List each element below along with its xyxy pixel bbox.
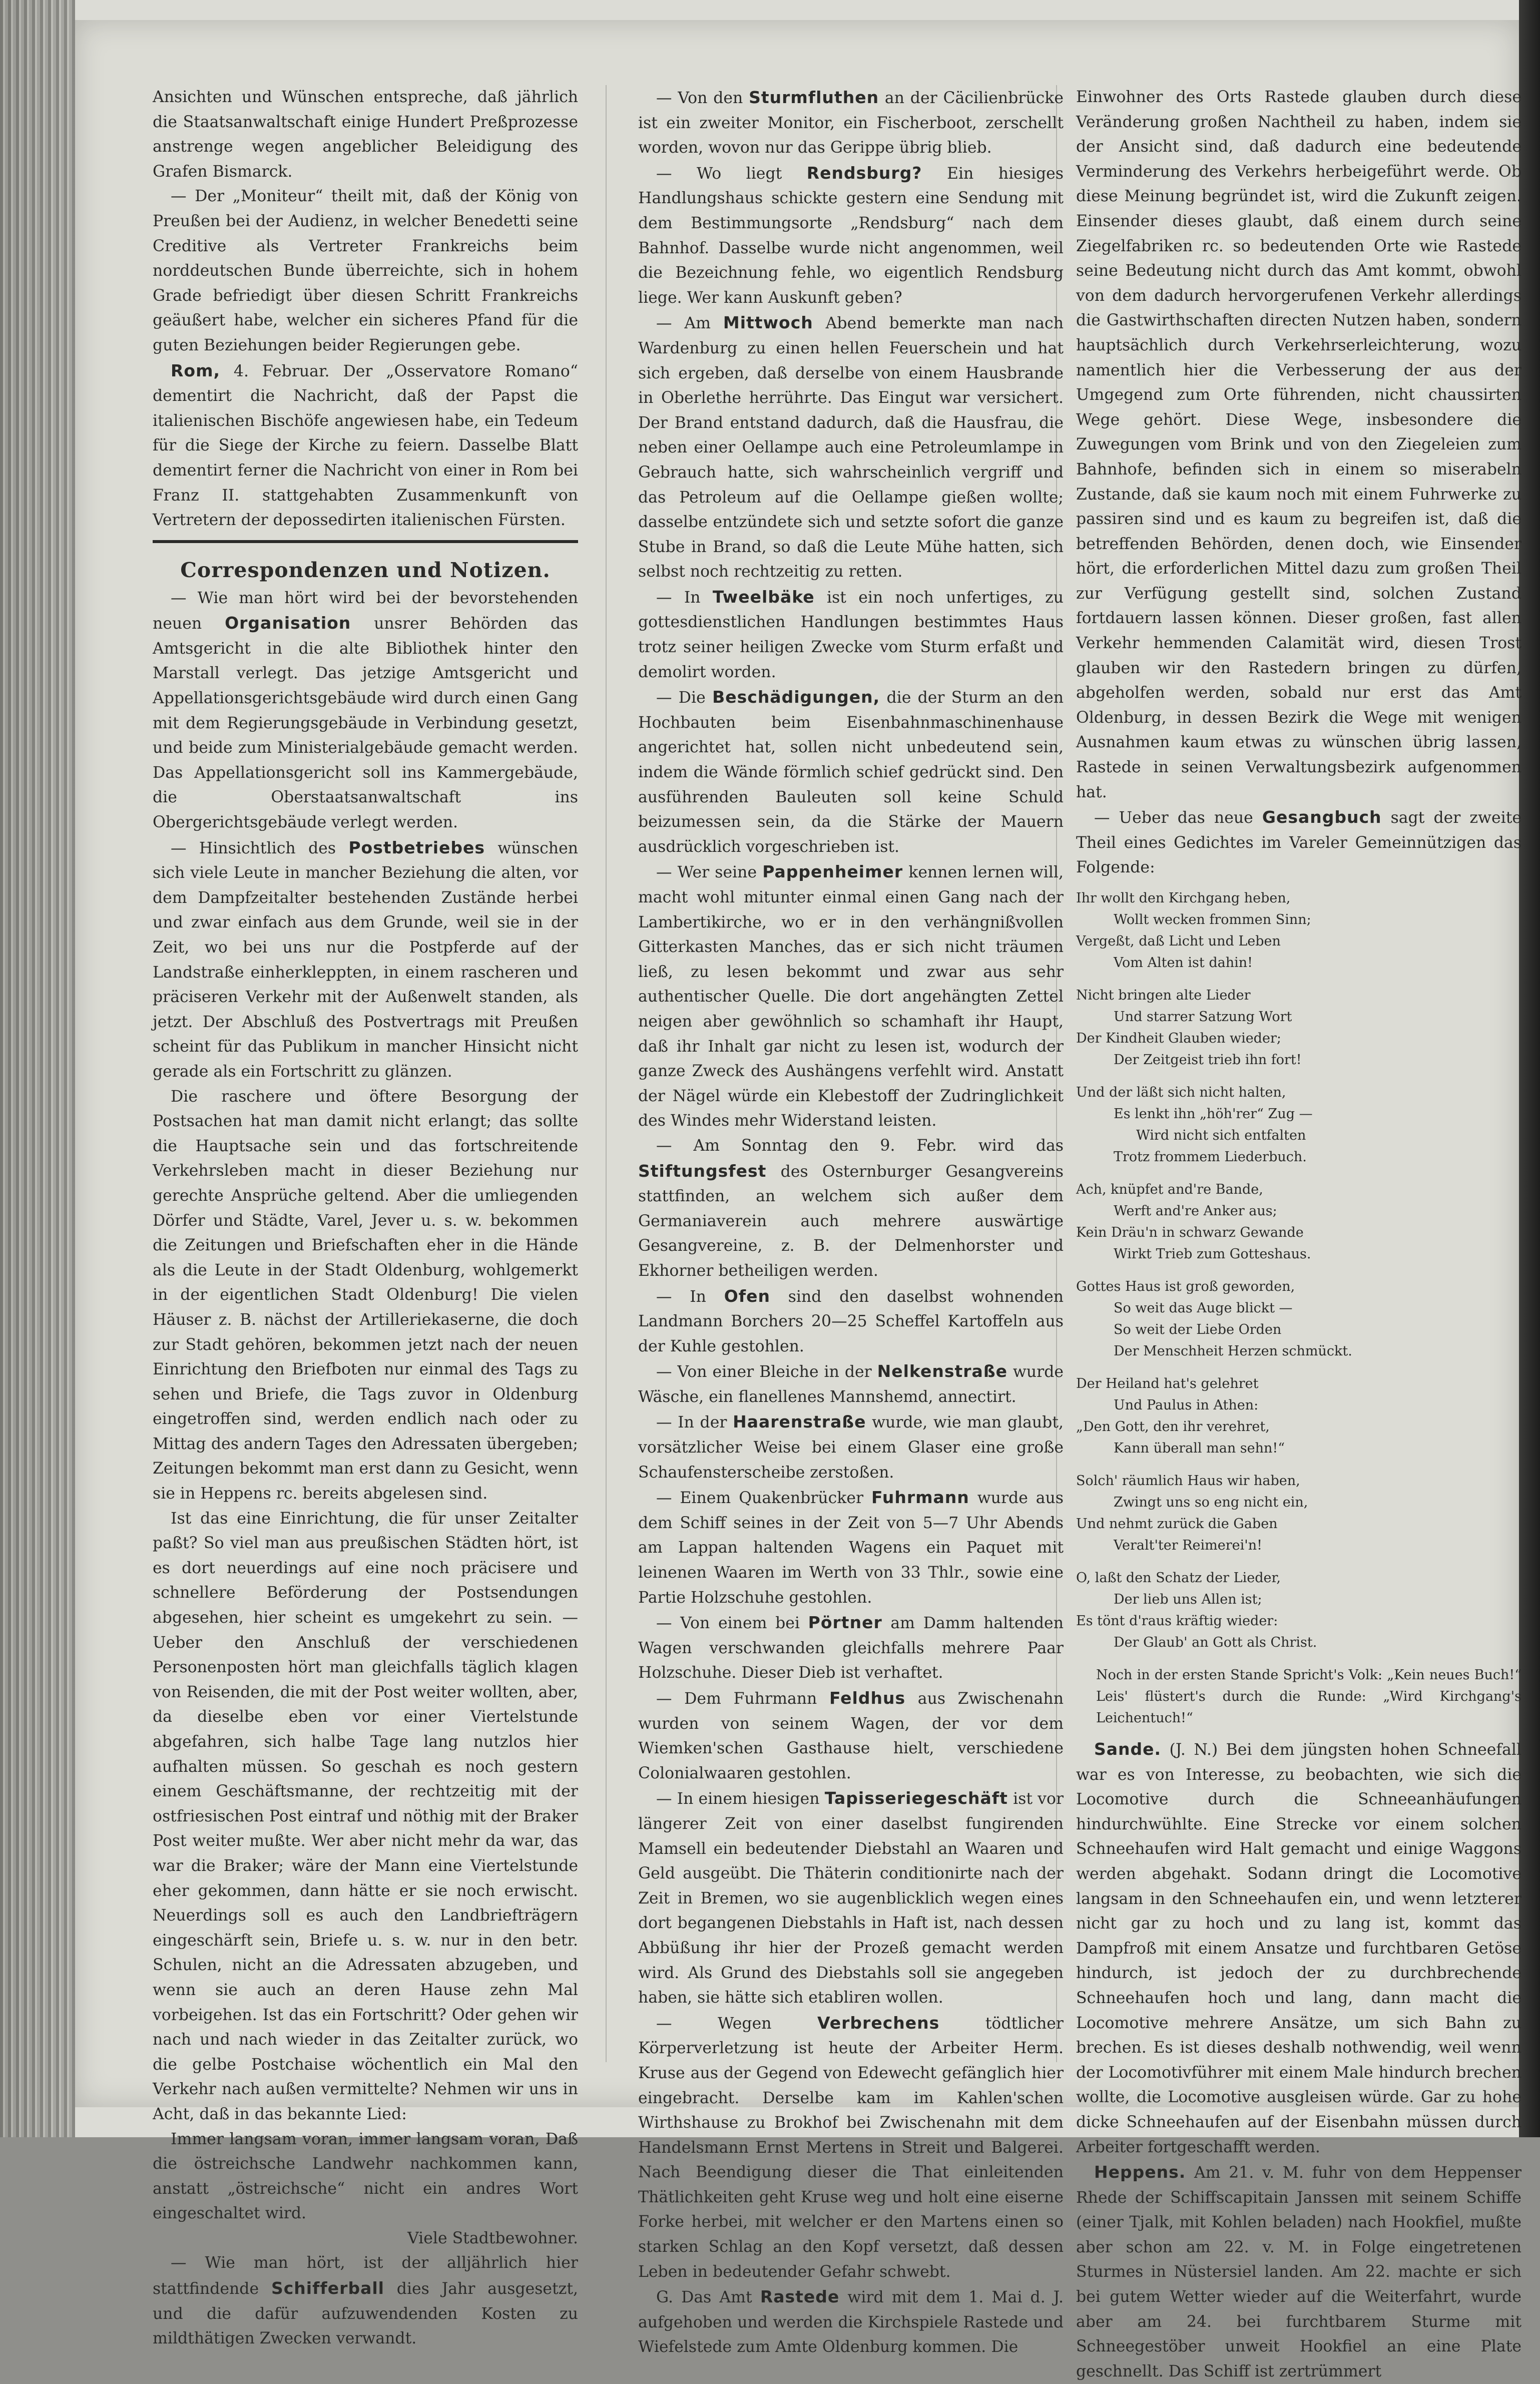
article-text: — Wo liegt <box>656 164 807 183</box>
keyword: Mittwoch <box>723 313 813 333</box>
article-text: — Dem Fuhrmann <box>656 1690 829 1708</box>
article-text: — Wer seine <box>656 863 763 882</box>
poem-line: Gottes Haus ist groß geworden, <box>1076 1279 1295 1294</box>
notice <box>638 1610 1064 1686</box>
keyword: Gesangbuch <box>1262 807 1382 827</box>
article-text: — In einem hiesigen <box>656 1790 825 1808</box>
section-rule <box>153 540 578 543</box>
article-text: G. Das Amt <box>656 2288 760 2307</box>
keyword: Haarenstraße <box>733 1412 866 1432</box>
book-binding-edge <box>0 0 75 2137</box>
article-schifferball <box>153 2251 578 2351</box>
article-text: — In <box>656 588 713 607</box>
notice <box>638 585 1064 685</box>
poem-line: Und der läßt sich nicht halten, <box>1076 1085 1286 1100</box>
article-text: Einwohner des Orts Rastede glauben durch diese Veränderung großen Nachtheil zu haben, indem sie der Ansicht sind, daß dadurch eine bedeutende Verminderung des Verkehrs herbeigeführt werde. Ob diese Meinung begründet ist, wird die Zukunft zeigen. Einsender dieses glaubt, daß einem durch seine Ziegelfabriken rc. so bedeutenden Orte wie Rastede seine Bedeutung nicht durch das Amt kommt, obwohl von dem dadurch hervorgerufenen Verkehr allerdings die Gastwirthschaften directen Nutzen haben, sondern hauptsächlich durch Verkehrserleichterung, wozu namentlich hier die Verbesserung der aus der Umgegend zum Orte führenden, nicht chaussirten Wege gehört. Diese Wege, insbesondere die Zuwegungen vom Brink und von den Ziegeleien zum Bahnhofe, befinden sich in einem so miserabeln Zustande, daß sie kaum noch mit einem Fuhrwerke zu passiren sind und es kaum zu begreifen ist, daß die betreffenden Behörden, denen doch, wie Einsender hört, die erforderlichen Mittel dazu zum großen Theil zur Verfügung gestellt sind, solchen Zustand fortdauern lassen können. Dieser großen, fast allen Verkehr hemmenden Calamität wird, diesen Trost glauben wir den Rastedern bringen zu dürfen, abgeholfen werden, sobald nur erst das Amt Oldenburg, in dessen Bezirk die Wege mit wenigen Ausnahmen kaum etwas zu wünschen übrig lassen, Rastede in seinen Verwaltungsbezirk aufgenommen hat. <box>1076 88 1521 801</box>
poem-line: Wirkt Trieb zum Gotteshaus. <box>1114 1246 1311 1262</box>
notice <box>638 1359 1064 1409</box>
article-text: — Wie man hört, ist der alljährlich hier stattfindende <box>153 2254 578 2298</box>
column-right <box>1076 85 1521 2380</box>
article-text: — Die <box>656 689 713 707</box>
article-text: — Wie man hört wird bei der bevorstehenden neuen <box>153 589 578 633</box>
notice <box>1076 805 1521 880</box>
poem-line: Der Heiland hat's gelehret <box>1076 1376 1259 1391</box>
notice <box>638 85 1064 161</box>
keyword: Schifferball <box>271 2278 384 2298</box>
poem-line: „Den Gott, den ihr verehret, <box>1076 1419 1270 1435</box>
article-text: wurde aus dem Schiff seines in der Zeit von 5—7 Uhr Abends am Lappan haltenden Wagens ein Paquet mit leinenen Waaren im Werth von 33 Thlr., sowie eine Partie Holzschuhe gestohlen. <box>638 1489 1064 1607</box>
keyword: Verbrechens <box>817 2013 940 2033</box>
poem-line: Solch' räumlich Haus wir haben, <box>1076 1473 1300 1489</box>
notice <box>638 1786 1064 2010</box>
article-text: Ein hiesiges Handlungshaus schickte gestern eine Sendung mit dem Bestimmungsorte „Rendsburg“ nach dem Bahnhof. Dasselbe wurde nicht angenommen, weil die Bezeichnung fehle, wo eigentlich Rendsburg liege. Wer kann Auskunft geben? <box>638 164 1064 307</box>
article-text: — In <box>656 1287 724 1306</box>
poem-line: Und starrer Satzung Wort <box>1114 1009 1292 1025</box>
article-text: — In der <box>656 1413 733 1432</box>
article-text: sagt der zweite Theil eines Gedichtes im Vareler Gemeinnützigen das Folgende: <box>1076 809 1521 877</box>
article-text: — Einem Quakenbrücker <box>656 1489 871 1508</box>
poem-line: Ihr wollt den Kirchgang heben, <box>1076 890 1291 906</box>
article-text: — Von einer Bleiche in der <box>656 1363 877 1381</box>
article-text: — Wegen <box>656 2014 818 2033</box>
poem-line: Der Zeitgeist trieb ihn fort! <box>1114 1052 1302 1068</box>
poem-line: Trotz frommem Liederbuch. <box>1114 1149 1307 1165</box>
keyword: Feldhus <box>829 1688 906 1708</box>
article-text: wurde, wie man glaubt, vorsätzlicher Weise bei einem Glaser eine große Schaufensterscheibe zerstoßen. <box>638 1413 1064 1482</box>
poem-line: Veralt'ter Reimerei'n! <box>1114 1538 1262 1553</box>
section-heading: Correspondenzen und Notizen. <box>180 558 551 582</box>
article-text: aus Zwischenahn wurden von seinem Wagen, der vor dem Wiemken'schen Gasthause hielt, verschiedene Colonialwaaren gestohlen. <box>638 1690 1064 1782</box>
poem-line: Es tönt d'raus kräftig wieder: <box>1076 1613 1278 1629</box>
notice <box>638 2284 1064 2360</box>
poem-line: Wird nicht sich entfalten <box>1136 1128 1306 1143</box>
poem-line: Vergeßt, daß Licht und Leben <box>1076 933 1281 949</box>
article-text: — Am <box>656 314 723 333</box>
keyword: Stiftungsfest <box>638 1161 767 1181</box>
poem-line: Nicht bringen alte Lieder <box>1076 988 1251 1003</box>
poem-stanza <box>1076 887 1521 974</box>
poem-line: Der lieb uns Allen ist; <box>1114 1592 1262 1607</box>
poem-line: Zwingt uns so eng nicht ein, <box>1114 1495 1308 1510</box>
article-text: ist ein noch unfertiges, zu gottesdienstlichen Handlungen bestimmtes Haus trotz seiner heiligen Zwecke vom Sturm erfaßt und demolirt worden. <box>638 588 1064 681</box>
article-text: kennen lernen will, macht wohl mitunter einmal einen Gang nach der Lambertikirche, wo er in den verhängnißvollen Gitterkasten Manches, das er sich nicht träumen ließ, zu lesen bekommt und zwar aus sehr authentischer Quelle. Die dort angehängten Zettel neigen aber gewöhnlich so schamhaft ihr Haupt, daß ihr Inhalt gar nicht zu lesen ist, wodurch der ganze Zweck des Aushängens verfehlt wird. Anstatt der Nägel würde ein Klebestoff der Zudringlichkeit des Windes mehr Widerstand leisten. <box>638 863 1064 1130</box>
poem-line: O, laßt den Schatz der Lieder, <box>1076 1570 1281 1586</box>
poem-line: Ach, knüpfet and're Bande, <box>1076 1182 1263 1197</box>
article-text: wünschen sich viele Leute in mancher Beziehung die alten, vor dem Dampfzeitalter bestehenden Zustände herbei und zwar einfach aus dem Grunde, weil sie in der Zeit, wo bei uns nur die Postpferde auf der Landstraße einherkleppten, in einem rascheren und präciseren Verkehr mit der Außenwelt standen, als jetzt. Der Abschluß des Postvertrags mit Preußen scheint für das Publikum in mancher Hinsicht nicht gerade als ein Fortschritt zu glänzen. <box>153 839 578 1081</box>
notice <box>638 2011 1064 2285</box>
poem-stanza <box>1076 1179 1521 1265</box>
keyword: Ofen <box>724 1286 770 1306</box>
article-sande <box>1076 1737 1521 2160</box>
scanner-edge <box>1519 0 1540 2137</box>
notice <box>638 1284 1064 1359</box>
notice <box>638 161 1064 311</box>
article-text: — Hinsichtlich des <box>171 839 349 857</box>
poem-line: Der Glaub' an Gott als Christ. <box>1114 1635 1317 1650</box>
keyword: Tweelbäke <box>712 587 815 607</box>
article-text: wird mit dem 1. Mai d. J. aufgehoben und werden die Kirchspiele Rastede und Wiefelstede zum Amte Oldenburg kommen. Die <box>638 2288 1064 2356</box>
keyword: Sturmfluthen <box>749 88 879 107</box>
article-text: unsrer Behörden das Amtsgericht in die alte Bibliothek hinter den Marstall verlegt. Das jetzige Amtsgericht und Appellationsgerichtsgebäude wird durch einen Gang mit dem Regierungsgebäude in Verbindung gesetzt, und beide zum Ministerialgebäude gemacht werden. Das Appellationsgericht soll ins Kammergebäude, die Oberstaatsanwaltschaft ins Obergerichtsgebäude verlegt werden. <box>153 615 578 832</box>
keyword: Tapisseriegeschäft <box>824 1788 1008 1808</box>
poem-stanza <box>1076 1082 1521 1168</box>
column-middle <box>638 85 1064 2356</box>
article-text: — Am Sonntag den 9. Febr. wird das <box>656 1136 1064 1155</box>
poem-stanza <box>1076 1276 1521 1362</box>
poem <box>1076 887 1521 1653</box>
poem-line: Der Menschheit Herzen schmückt. <box>1114 1343 1352 1359</box>
article-text: Die raschere und öftere Besorgung der Postsachen hat man damit nicht erlangt; das sollte die Hauptsache sein und das fortschreitende Verkehrsleben macht in dieser Beziehung nur gerechte Ansprüche geltend. Aber die umliegenden Dörfer und Städte, Varel, Jever u. s. w. bekommen die Zeitungen und Briefschaften eher in die Hände als die Leute in der Stadt Oldenburg, wohlgemerkt in der eigentlichen Stadt Oldenburg! Die vielen Häuser z. B. nächst der Artilleriekaserne, die doch zur Stadt gehören, bekommen jetzt nach der neuen Einrichtung den Briefboten nur einmal des Tags zu sehen und Briefe, die Tags zuvor in Oldenburg eingetroffen sind, werden endlich nach oder zu Mittag des andern Tages den Adressaten übergeben; Zeitungen bekommt man erst dann zu Gesicht, wenn sie in Heppens rc. bereits abgelesen sind. <box>153 1087 578 1503</box>
notice <box>638 685 1064 859</box>
keyword: Beschädigungen, <box>712 687 880 707</box>
poem-line: So weit das Auge blickt — <box>1114 1300 1293 1316</box>
poem-line: Und nehmt zurück die Gaben <box>1076 1516 1278 1532</box>
article-text: — Ueber das neue <box>1094 809 1262 827</box>
column-divider <box>606 85 607 2062</box>
article-text: — Von den <box>656 89 749 107</box>
keyword: Rastede <box>760 2287 840 2307</box>
article-rom <box>153 358 578 533</box>
poem-stanza <box>1076 1567 1521 1653</box>
poem-line: Wollt wecken frommen Sinn; <box>1114 912 1311 927</box>
keyword: Fuhrmann <box>871 1488 969 1508</box>
article-text: die der Sturm an den Hochbauten beim Eisenbahnmaschinenhause angerichtet hat, sollen nicht unbedeutend sein, indem die Wände förmlich schief gedrückt sind. Den ausführenden Bauleuten soll keine Schuld beizumessen sein, da die Stärke der Mauern ausdrücklich vorgeschrieben ist. <box>638 689 1064 856</box>
article-text: Abend bemerkte man nach Wardenburg zu einen hellen Feuerschein und hat sich ergeben, daß derselbe von einem Hausbrande in Oberlethe herrührte. Das Eingut war versichert. Der Brand entstand dadurch, daß die Hausfrau, die neben einer Oellampe auch eine Petroleumlampe in Gebrauch hatte, sich wahrscheinlich vergriff und das Petroleum auf die Oellampe gießen wollte; dasselbe entzündete sich und setzte sofort die ganze Stube in Brand, so daß die Leute Mühe hatten, sich selbst noch rechtzeitig zu retten. <box>638 314 1064 581</box>
dateline: Rom, <box>171 360 221 380</box>
article-text: — Von einem bei <box>656 1614 808 1633</box>
column-left <box>153 85 578 2348</box>
article-text: wurde Wäsche, ein flanellenes Mannshemd, annectirt. <box>638 1363 1064 1406</box>
notice <box>638 310 1064 585</box>
article-postbetrieb <box>153 835 578 1085</box>
article-text: — Der „Moniteur“ theilt mit, daß der König von Preußen bei der Audienz, in welcher Benedetti seine Creditive als Vertreter Frankreichs beim norddeutschen Bunde überreichte, sich in hohem Grade befriedigt über diesen Schritt Frankreichs geäußert habe, welcher ein sicheres Pfand für die guten Beziehungen beider Regierungen gebe. <box>153 187 578 354</box>
poem-line: Vom Alten ist dahin! <box>1114 955 1253 971</box>
signature: Viele Stadtbewohner. <box>407 2229 578 2247</box>
keyword: Rendsburg? <box>806 163 922 183</box>
article-text: 4. Februar. Der „Osservatore Romano“ dementirt die Nachricht, daß der Papst die italienischen Bischöfe angewiesen habe, ein Tedeum für die Siege der Kirche zu feiern. Dasselbe Blatt dementirt ferner die Nachricht von einer in Rom bei Franz II. stattgehabten Zusammenkunft von Vertretern der depossedirten italienischen Fürsten. <box>153 362 578 530</box>
poem-stanza <box>1076 1373 1521 1459</box>
poem-line: Der Kindheit Glauben wieder; <box>1076 1031 1281 1046</box>
article-text: tödtlicher Körperverletzung ist heute der Arbeiter Herm. Kruse aus der Gegend von Edewecht gefänglich hier eingebracht. Derselbe kam im Kahlen'schen Wirthshause zu Brokhof bei Zwischenahn mit dem Handelsmann Ernst Mertens in Streit und Balgerei. Nach Beendigung dieser die That einleitenden Thätlichkeiten geht Kruse weg und holt eine eiserne Forke herbei, mit welcher er den Martens einen so starken Schlag an den Kopf versetzt, daß dessen Leben in bedeutender Gefahr schwebt. <box>638 2014 1064 2281</box>
article-text: Ist das eine Einrichtung, die für unser Zeitalter paßt? So viel man aus preußischen Städten hört, ist es dort neuerdings auf eine noch präcisere und schnellere Beförderung der Postsendungen abgesehen, hier scheint es umgekehrt zu sein. — Ueber den Anschluß der verschiedenen Personenposten hört man gleichfalls täglich klagen von Reisenden, die mit der Post weiter wollten, aber, da dieselbe eben vor einer Viertelstunde abgefahren, sich halbe Tage lang nutzlos hier aufhalten müssen. So geschah es noch gestern einem Geschäftsmanne, der rechtzeitig mit der ostfriesischen Post eintraf und nöthig mit der Braker Post weiter mußte. Wer aber nicht mehr da war, das war die Braker; wäre der Mann eine Viertelstunde eher gekommen, dann hätte er sie noch erwischt. Neuerdings soll es auch den Landbriefträgern eingeschärft sein, Briefe u. s. w. nur in den betr. Schulen, nicht an die Adressaten abzugeben, und wenn sie auch an deren Hause zehn Mal vorbeigehen. Ist das ein Fortschritt? Oder gehen wir nach und nach wieder in das Zeitalter zurück, wo die gelbe Postchaise wöchentlich ein Mal den Verkehr nach außen vermittelte? Nehmen wir uns in Acht, daß in das bekannte Lied: <box>153 1509 578 2123</box>
notice <box>638 1485 1064 1610</box>
article-text: Immer langsam voran, immer langsam voran, Daß die östreichsche Landwehr nachkommen kann, anstatt „östreichsche“ nicht ein andres Wort eingeschaltet wird. <box>153 2130 578 2223</box>
notice <box>638 1134 1064 1284</box>
keyword: Postbetriebes <box>348 837 485 857</box>
article-heppens <box>1076 2160 1521 2384</box>
article-text: sind den daselbst wohnenden Landmann Borchers 20—25 Scheffel Kartoffeln aus der Kuhle gestohlen. <box>638 1287 1064 1355</box>
article-text: des Osternburger Gesangvereins stattfinden, an welchem sich außer dem Germaniaverein auch mehrere auswärtige Gesangvereine, z. B. der Delmenhorster und Ekhorner betheiligen werden. <box>638 1162 1064 1280</box>
keyword: Organisation <box>225 613 351 633</box>
article-text: ist vor längerer Zeit von einer daselbst fungirenden Mamsell ein bedeutender Diebstahl an Waaren und Geld ausgeübt. Die Thäterin conditionirte nach der Zeit in Bremen, wo sie augenblicklich wegen eines dort begangenen Diebstahls in Haft ist, nach dessen Abbüßung ihr hier der Prozeß gemacht werden wird. Als Grund des Diebstahls soll sie angegeben haben, sie hätte sich etabliren wollen. <box>638 1790 1064 2007</box>
poem-line: Es lenkt ihn „höh'rer“ Zug — <box>1114 1106 1313 1122</box>
keyword: Pörtner <box>808 1613 882 1633</box>
notice <box>638 1686 1064 1786</box>
article-text: Am 21. v. M. fuhr von dem Heppenser Rhede der Schiffscapitain Janssen mit seinem Schiffe (einer Tjalk, mit Kohlen beladen) nach Hookfiel, mußte aber schon am 22. v. M. in Folge eingetretenen Sturmes in Nüstersiel landen. Am 22. machte er sich bei gutem Wetter wieder auf die Weiterfahrt, wurde aber am 24. bei furchtbarem Sturme mit Schneegestöber unweit Hookfiel an eine Plate geschnellt. Das Schiff ist zertrümmert <box>1076 2164 1521 2380</box>
notice <box>638 859 1064 1134</box>
article-text: (J. N.) Bei dem jüngsten hohen Schneefall war es von Interesse, zu beobachten, wie sich die Locomotive durch die Schneeanhäufungen hindurchwühlte. Eine Strecke vor einem solchen Schneehaufen wird Halt gemacht und einige Waggons werden abgehakt. Sodann dringt die Locomotive langsam in den Schneehaufen ein, und wenn letzterer nicht gar zu hoch und zu lang ist, kommt das Dampfroß mit einem Ansatze und furchtbaren Getöse hindurch, ist jedoch der zu durchbrechende Schneehaufen hoch und lang, dann macht die Locomotive mehrere Ansätze, um sich Bahn zu brechen. Es ist dieses deshalb nothwendig, weil wenn der Locomotivführer mit einem Male hindurch brechen wollte, die Locomotive ausgleisen würde. Gar zu hohe dicke Schneehaufen auf der Eisenbahn müssen durch Arbeiter fortgeschafft werden. <box>1076 1741 1521 2156</box>
poem-line: So weit der Liebe Orden <box>1114 1322 1282 1337</box>
poem-line: Und Paulus in Athen: <box>1114 1397 1259 1413</box>
article-text: dies Jahr ausgesetzt, und die dafür aufzuwendenden Kosten zu mildthätigen Zwecken verwandt. <box>153 2280 578 2348</box>
dateline: Sande. <box>1094 1739 1162 1759</box>
notice <box>638 1409 1064 1485</box>
poem-line: Kein Dräu'n in schwarz Gewande <box>1076 1225 1304 1240</box>
poem-line: Werft and're Anker aus; <box>1114 1203 1277 1219</box>
poem-stanza <box>1076 1470 1521 1556</box>
article-text: am Damm haltenden Wagen verschwanden gleichfalls mehrere Paar Holzschuhe. Dieser Dieb ist verhaftet. <box>638 1614 1064 1682</box>
keyword: Nelkenstraße <box>877 1361 1007 1381</box>
article-text: an der Cäcilienbrücke ist ein zweiter Monitor, ein Fischerboot, zerschellt worden, wovon nur das Gerippe übrig blieb. <box>638 89 1064 157</box>
article-text: Ansichten und Wünschen entspreche, daß jährlich die Staatsanwaltschaft einige Hundert Preßprozesse anstrenge wegen angeblicher Beleidigung des Grafen Bismarck. <box>153 88 578 181</box>
poem-closing-stanza: Noch in der ersten Stande Spricht's Volk: „Kein neues Buch!“ Leis' flüstert's durch die Runde: „Wird Kirchgang's Leichentuch!“ <box>1096 1667 1521 1726</box>
poem-stanza <box>1076 985 1521 1071</box>
keyword: Pappenheimer <box>762 862 903 882</box>
article-organisation <box>153 586 578 835</box>
dateline: Heppens. <box>1094 2162 1186 2182</box>
poem-line: Kann überall man sehn!“ <box>1114 1441 1285 1456</box>
